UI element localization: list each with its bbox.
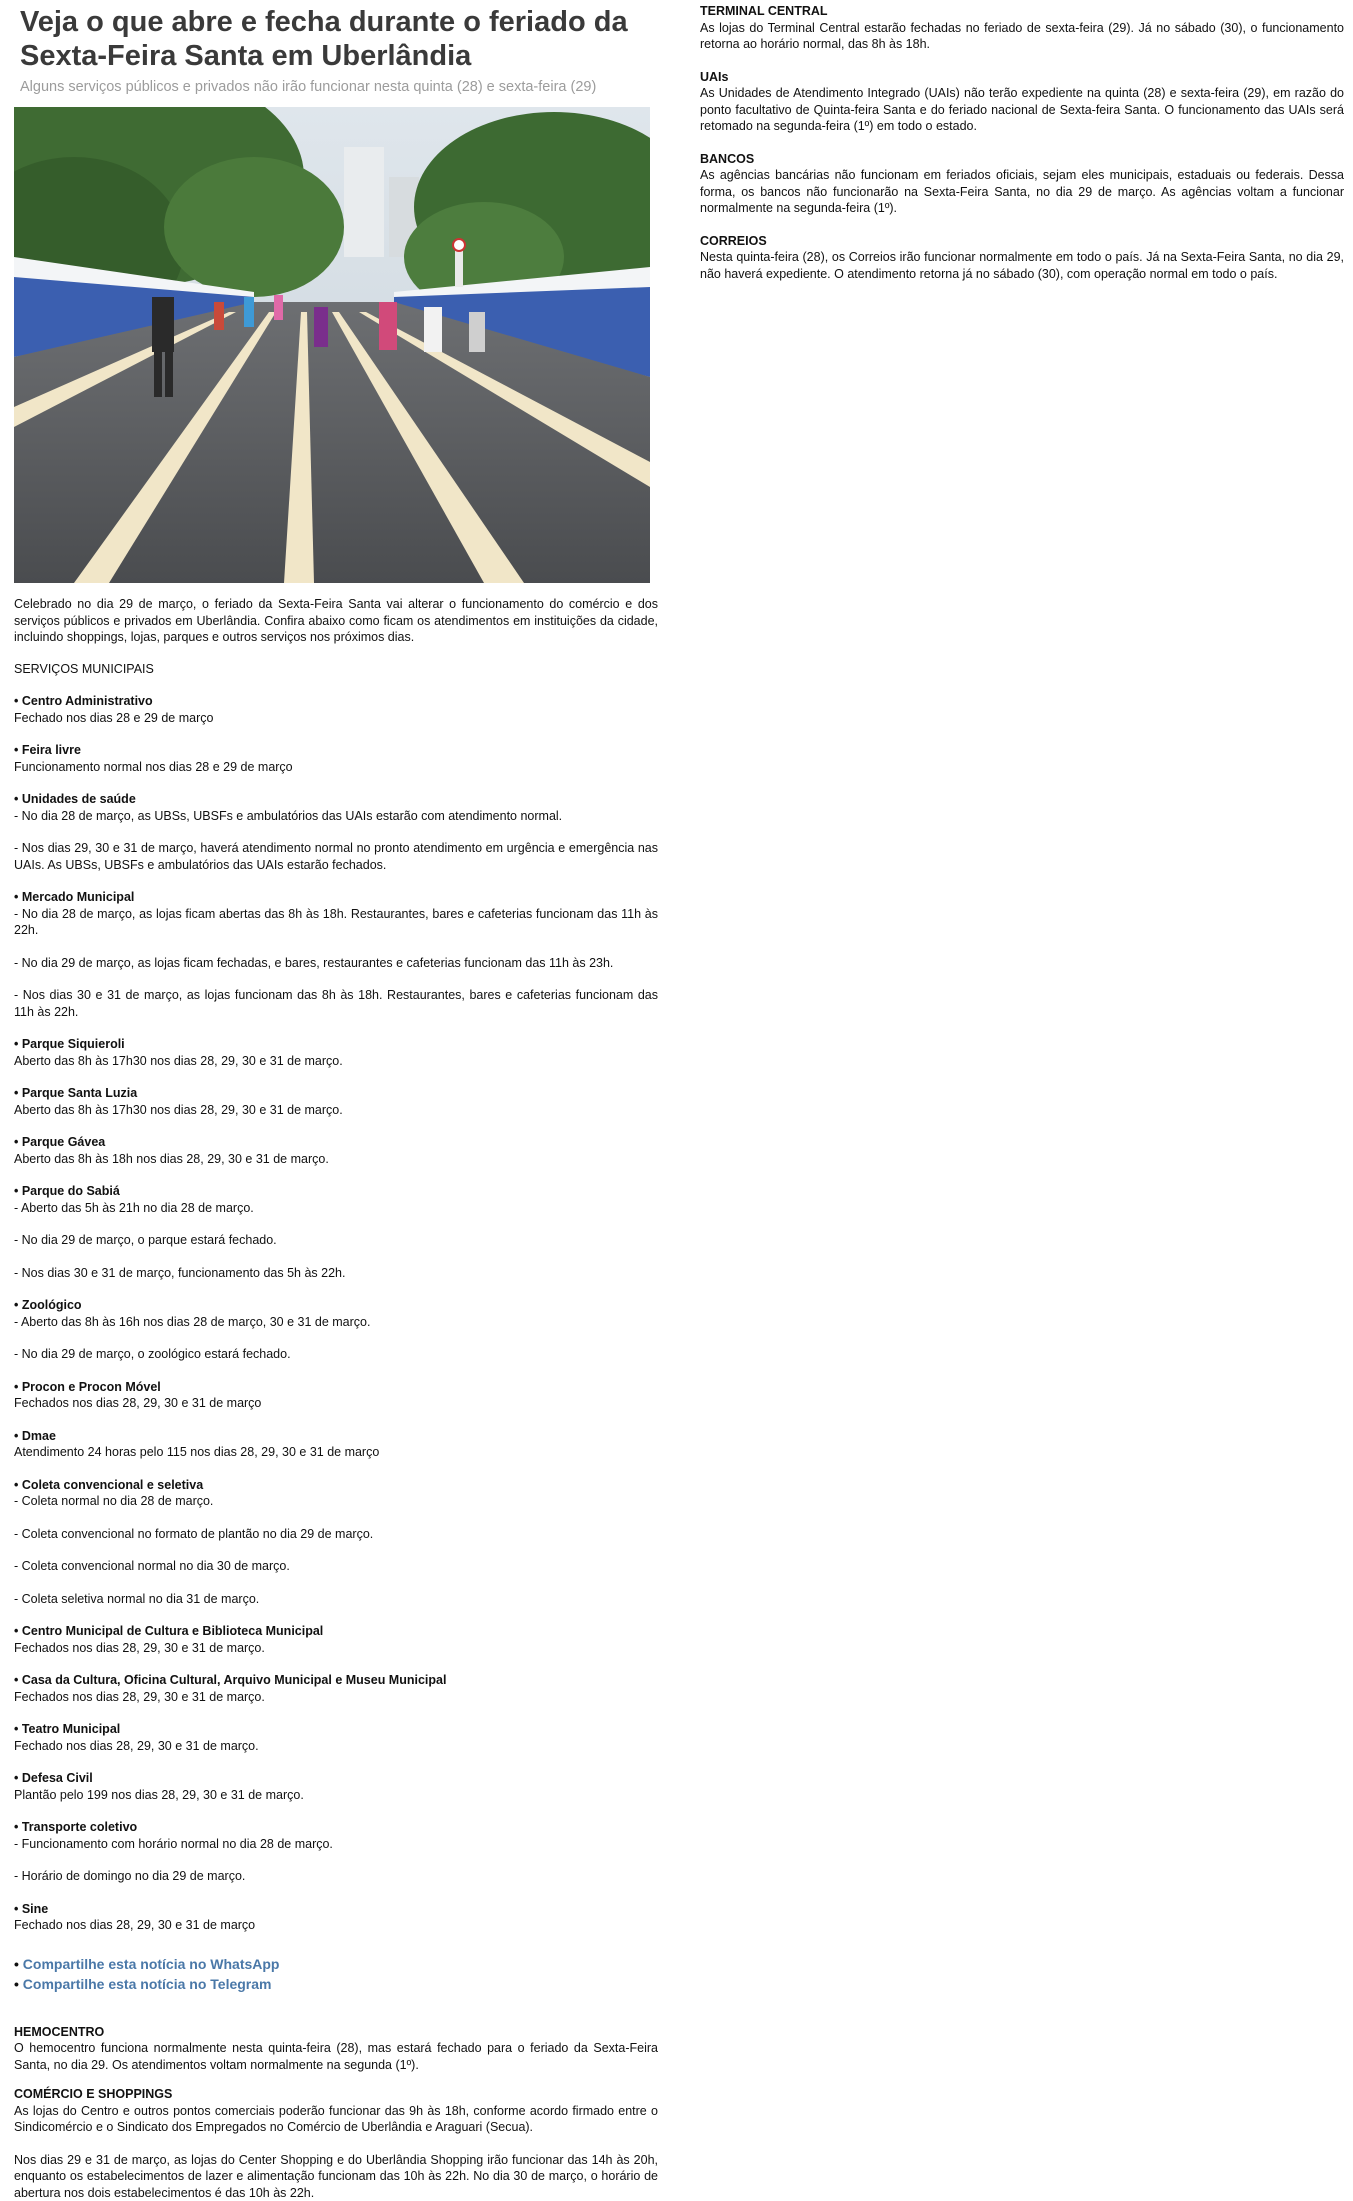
service-item — [14, 1183, 658, 1281]
share-links — [14, 1954, 658, 1994]
service-item — [14, 1379, 658, 1412]
service-name: • Parque Gávea — [14, 1134, 658, 1151]
hemocentro-text: O hemocentro funciona normalmente nesta quinta-feira (28), mas estará fechado para o feriado da Sexta-Feira Santa, no dia 29. Os atendimentos voltam normalmente na segunda (1º). — [14, 2040, 658, 2073]
service-detail: Plantão pelo 199 nos dias 28, 29, 30 e 31 de março. — [14, 1787, 658, 1804]
article-title: Veja o que abre e fecha durante o feriado da Sexta-Feira Santa em Uberlândia — [20, 5, 658, 73]
service-item — [14, 791, 658, 873]
comercio-paragraph-1: As lojas do Centro e outros pontos comerciais poderão funcionar das 9h às 18h, conforme acordo firmado entre o Sindicomércio e o Sindicato dos Empregados no Comércio de Uberlândia e Araguari (Secua). — [14, 2103, 658, 2136]
service-detail: - Aberto das 8h às 16h nos dias 28 de março, 30 e 31 de março. — [14, 1314, 658, 1331]
service-detail: Fechados nos dias 28, 29, 30 e 31 de março — [14, 1395, 658, 1412]
share-whatsapp-row — [14, 1954, 658, 1974]
service-detail: - No dia 29 de março, o zoológico estará fechado. — [14, 1346, 658, 1363]
service-detail: - No dia 29 de março, as lojas ficam fechadas, e bares, restaurantes e cafeterias funcionam das 11h às 23h. — [14, 955, 658, 972]
municipal-services-list — [14, 693, 658, 1934]
service-name: • Transporte coletivo — [14, 1819, 658, 1836]
service-item — [14, 1819, 658, 1885]
service-name: • Mercado Municipal — [14, 889, 658, 906]
service-detail: Aberto das 8h às 18h nos dias 28, 29, 30 e 31 de março. — [14, 1151, 658, 1168]
service-name: • Parque Siquieroli — [14, 1036, 658, 1053]
service-detail: - No dia 28 de março, as lojas ficam abertas das 8h às 18h. Restaurantes, bares e cafeterias funcionam das 11h às 22h. — [14, 906, 658, 939]
correios-text: Nesta quinta-feira (28), os Correios irão funcionar normalmente em todo o país. Já na Sexta-Feira Santa, no dia 29, não haverá expediente. O atendimento retorna já no sábado (30), com operação normal em todo o país. — [700, 249, 1344, 282]
service-detail: - Nos dias 30 e 31 de março, as lojas funcionam das 8h às 18h. Restaurantes, bares e cafeterias funcionam das 11h às 22h. — [14, 987, 658, 1020]
bullet: • — [14, 1976, 19, 1992]
service-detail: - Coleta normal no dia 28 de março. — [14, 1493, 658, 1510]
service-item — [14, 1297, 658, 1363]
share-whatsapp-link[interactable]: Compartilhe esta notícia no WhatsApp — [23, 1956, 280, 1972]
main-column — [14, 0, 658, 2201]
service-name: • Centro Municipal de Cultura e Biblioteca Municipal — [14, 1623, 658, 1640]
hemocentro-section — [14, 2024, 658, 2074]
share-telegram-link[interactable]: Compartilhe esta notícia no Telegram — [23, 1976, 272, 1992]
uais-heading: UAIs — [700, 69, 1344, 86]
service-detail: Fechado nos dias 28, 29, 30 e 31 de março. — [14, 1738, 658, 1755]
service-detail: - Nos dias 30 e 31 de março, funcionamento das 5h às 22h. — [14, 1265, 658, 1282]
service-detail: - No dia 28 de março, as UBSs, UBSFs e ambulatórios das UAIs estarão com atendimento normal. — [14, 808, 658, 825]
service-detail: - Aberto das 5h às 21h no dia 28 de março. — [14, 1200, 658, 1217]
article-intro: Celebrado no dia 29 de março, o feriado da Sexta-Feira Santa vai alterar o funcionamento do comércio e dos serviços públicos e privados em Uberlândia. Confira abaixo como ficam os atendimentos em instituições da cidade, incluindo shoppings, lojas, parques e outros serviços nos próximos dias. — [14, 596, 658, 646]
service-name: • Teatro Municipal — [14, 1721, 658, 1738]
service-item — [14, 742, 658, 775]
service-name: • Casa da Cultura, Oficina Cultural, Arquivo Municipal e Museu Municipal — [14, 1672, 658, 1689]
service-detail: - Funcionamento com horário normal no dia 28 de março. — [14, 1836, 658, 1853]
article-subtitle: Alguns serviços públicos e privados não irão funcionar nesta quinta (28) e sexta-feira (29) — [20, 78, 658, 96]
service-detail: Fechados nos dias 28, 29, 30 e 31 de março. — [14, 1689, 658, 1706]
service-name: • Feira livre — [14, 742, 658, 759]
service-name: • Dmae — [14, 1428, 658, 1445]
side-column — [700, 0, 1344, 282]
comercio-section — [14, 2086, 658, 2201]
service-item — [14, 1901, 658, 1934]
service-detail: - Nos dias 29, 30 e 31 de março, haverá atendimento normal no pronto atendimento em urgência e emergência nas UAIs. As UBSs, UBSFs e ambulatórios das UAIs estarão fechados. — [14, 840, 658, 873]
service-detail: Aberto das 8h às 17h30 nos dias 28, 29, 30 e 31 de março. — [14, 1102, 658, 1119]
service-item — [14, 1623, 658, 1656]
hemocentro-heading: HEMOCENTRO — [14, 2024, 658, 2041]
bullet: • — [14, 1956, 19, 1972]
service-detail: - No dia 29 de março, o parque estará fechado. — [14, 1232, 658, 1249]
service-item — [14, 1672, 658, 1705]
service-item — [14, 1428, 658, 1461]
comercio-heading: COMÉRCIO E SHOPPINGS — [14, 2086, 658, 2103]
service-item — [14, 1085, 658, 1118]
service-item — [14, 1477, 658, 1608]
service-detail: - Coleta convencional normal no dia 30 de março. — [14, 1558, 658, 1575]
service-detail: Fechado nos dias 28 e 29 de março — [14, 710, 658, 727]
section-heading-municipal: SERVIÇOS MUNICIPAIS — [14, 661, 658, 678]
service-name: • Zoológico — [14, 1297, 658, 1314]
uais-text: As Unidades de Atendimento Integrado (UAIs) não terão expediente na quinta (28) e sexta-feira (29), em razão do ponto facultativo de Quinta-feira Santa e do feriado nacional de Sexta-feira Santa. O funcionamento das UAIs será retomado na segunda-feira (1º) em todo o estado. — [700, 85, 1344, 135]
service-detail: Fechado nos dias 28, 29, 30 e 31 de março — [14, 1917, 658, 1934]
service-name: • Defesa Civil — [14, 1770, 658, 1787]
terminal-central-text: As lojas do Terminal Central estarão fechadas no feriado de sexta-feira (29). Já no sábado (30), o funcionamento retorna ao horário normal, das 8h às 18h. — [700, 20, 1344, 53]
service-detail: - Coleta convencional no formato de plantão no dia 29 de março. — [14, 1526, 658, 1543]
service-detail: - Horário de domingo no dia 29 de março. — [14, 1868, 658, 1885]
terminal-central-section — [700, 3, 1344, 53]
correios-section — [700, 233, 1344, 283]
service-detail: Atendimento 24 horas pelo 115 nos dias 28, 29, 30 e 31 de março — [14, 1444, 658, 1461]
hero-photo — [14, 107, 650, 583]
service-item — [14, 1770, 658, 1803]
service-item — [14, 1721, 658, 1754]
service-name: • Parque Santa Luzia — [14, 1085, 658, 1102]
service-name: • Parque do Sabiá — [14, 1183, 658, 1200]
service-item — [14, 889, 658, 1020]
share-telegram-row — [14, 1974, 658, 1994]
service-name: • Coleta convencional e seletiva — [14, 1477, 658, 1494]
terminal-central-heading: TERMINAL CENTRAL — [700, 3, 1344, 20]
comercio-paragraph-2: Nos dias 29 e 31 de março, as lojas do Center Shopping e do Uberlândia Shopping irão funcionar das 14h às 20h, enquanto os estabelecimentos de lazer e alimentação funcionam das 10h às 22h. No dia 30 de março, o horário de abertura nos dois estabelecimentos é das 10h às 22h. — [14, 2152, 658, 2201]
bancos-text: As agências bancárias não funcionam em feriados oficiais, sejam eles municipais, estaduais ou federais. Dessa forma, os bancos não funcionarão na Sexta-Feira Santa, no dia 29 de março. As agências voltam a funcionar normalmente na segunda-feira (1º). — [700, 167, 1344, 217]
service-detail: Aberto das 8h às 17h30 nos dias 28, 29, 30 e 31 de março. — [14, 1053, 658, 1070]
bancos-section — [700, 151, 1344, 217]
correios-heading: CORREIOS — [700, 233, 1344, 250]
uais-section — [700, 69, 1344, 135]
service-name: • Procon e Procon Móvel — [14, 1379, 658, 1396]
service-detail: Fechados nos dias 28, 29, 30 e 31 de março. — [14, 1640, 658, 1657]
service-name: • Unidades de saúde — [14, 791, 658, 808]
service-item — [14, 1134, 658, 1167]
service-name: • Centro Administrativo — [14, 693, 658, 710]
service-name: • Sine — [14, 1901, 658, 1918]
bancos-heading: BANCOS — [700, 151, 1344, 168]
service-item — [14, 1036, 658, 1069]
service-detail: Funcionamento normal nos dias 28 e 29 de março — [14, 759, 658, 776]
service-item — [14, 693, 658, 726]
service-detail: - Coleta seletiva normal no dia 31 de março. — [14, 1591, 658, 1608]
